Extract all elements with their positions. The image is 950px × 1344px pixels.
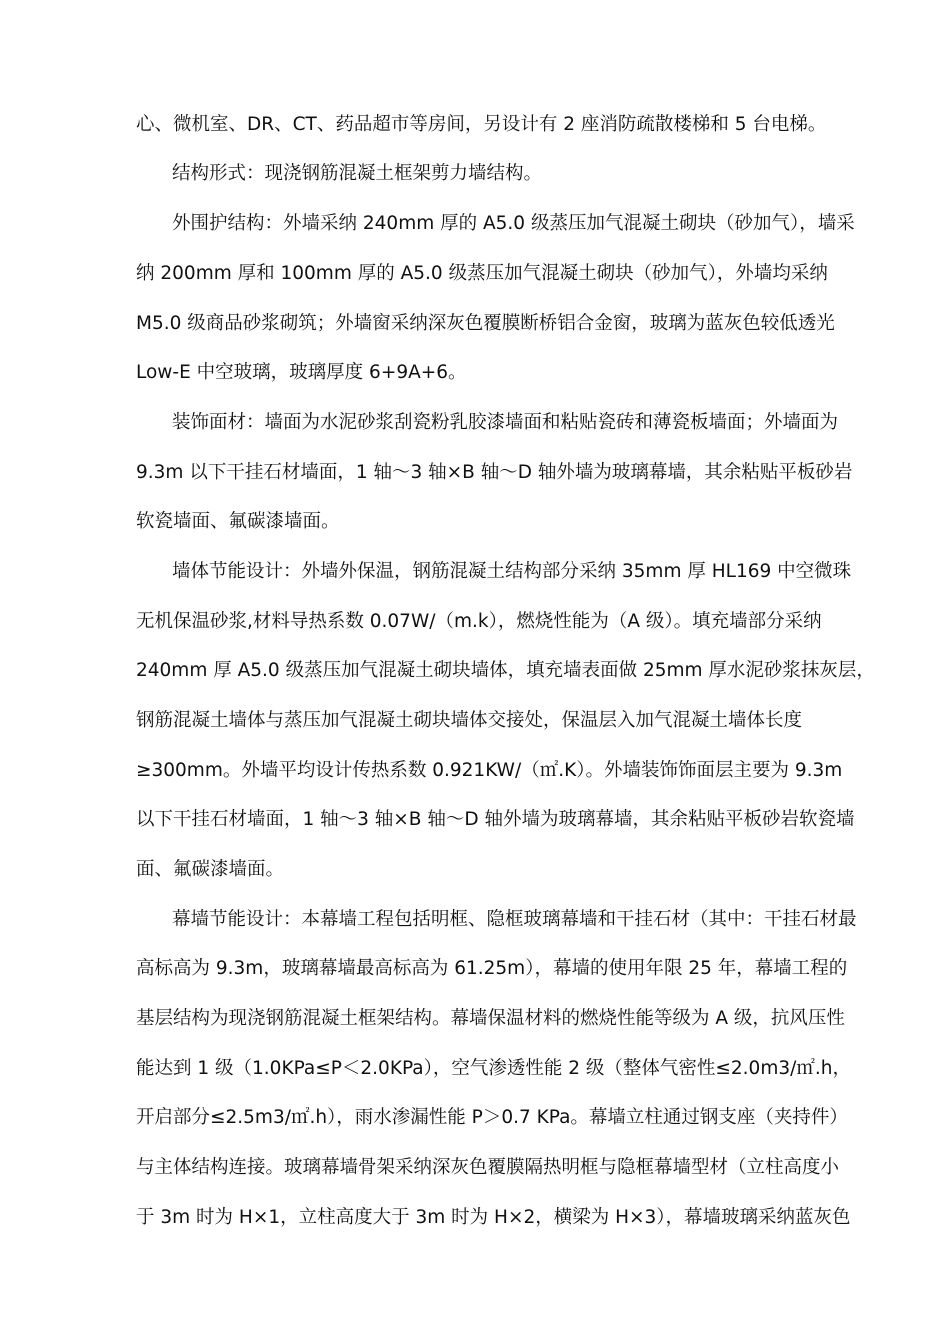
- text-line: ≥300mm。外墙平均设计传热系数 0.921KW/（㎡.K）。外墙装饰饰面层主要为 9.3m: [136, 760, 843, 781]
- text-line: 幕墙节能设计：本幕墙工程包括明框、隐框玻璃幕墙和干挂石材（其中：干挂石材最: [172, 909, 857, 930]
- text-line: 结构形式：现浇钢筋混凝土框架剪力墙结构。: [172, 163, 543, 184]
- text-line: 开启部分≤2.5m3/㎡.h），雨水渗漏性能 P＞0.7 KPa。幕墙立柱通过钢支座（夹持件）: [136, 1107, 848, 1128]
- text-line: 外围护结构：外墙采纳 240mm 厚的 A5.0 级蒸压加气混凝土砌块（砂加气），墙采: [172, 213, 855, 234]
- text-line: 心、微机室、DR、CT、药品超市等房间，另设计有 2 座消防疏散楼梯和 5 台电梯。: [136, 114, 827, 135]
- text-line: M5.0 级商品砂浆砌筑；外墙窗采纳深灰色覆膜断桥铝合金窗，玻璃为蓝灰色较低透光: [136, 313, 835, 334]
- text-line: 软瓷墙面、氟碳漆墙面。: [136, 511, 340, 532]
- text-line: 与主体结构连接。玻璃幕墙骨架采纳深灰色覆膜隔热明框与隐框幕墙型材（立柱高度小: [136, 1157, 840, 1178]
- text-line: 墙体节能设计：外墙外保温，钢筋混凝土结构部分采纳 35mm 厚 HL169 中空微珠: [172, 561, 852, 582]
- text-line: 9.3m 以下干挂石材墙面，1 轴～3 轴×B 轴～D 轴外墙为玻璃幕墙，其余粘贴平板砂岩: [136, 462, 853, 483]
- text-line: 纳 200mm 厚和 100mm 厚的 A5.0 级蒸压加气混凝土砌块（砂加气），外墙均采纳: [136, 263, 828, 284]
- text-line: 基层结构为现浇钢筋混凝土框架结构。幕墙保温材料的燃烧性能等级为 A 级，抗风压性: [136, 1008, 845, 1029]
- text-line: 于 3m 时为 H×1，立柱高度大于 3m 时为 H×2，横梁为 H×3），幕墙玻璃采纳蓝灰色: [136, 1207, 851, 1228]
- text-line: 高标高为 9.3m，玻璃幕墙最高标高为 61.25m），幕墙的使用年限 25 年，幕墙工程的: [136, 958, 848, 979]
- text-line: Low-E 中空玻璃，玻璃厚度 6+9A+6。: [136, 362, 467, 383]
- text-line: 面、氟碳漆墙面。: [136, 859, 285, 880]
- text-line: 240mm 厚 A5.0 级蒸压加气混凝土砌块墙体，填充墙表面做 25mm 厚水泥砂浆抹灰层，: [136, 660, 875, 681]
- text-line: 装饰面材：墙面为水泥砂浆刮瓷粉乳胶漆墙面和粘贴瓷砖和薄瓷板墙面；外墙面为: [172, 412, 839, 433]
- text-line: 以下干挂石材墙面，1 轴～3 轴×B 轴～D 轴外墙为玻璃幕墙，其余粘贴平板砂岩软瓷墙: [136, 809, 855, 830]
- text-line: 无机保温砂浆,材料导热系数 0.07W/（m.k），燃烧性能为（A 级）。填充墙部分采纳: [136, 611, 822, 632]
- text-line: 能达到 1 级（1.0KPa≤P＜2.0KPa），空气渗透性能 2 级（整体气密性≤2.0m3/㎡.h，: [136, 1058, 851, 1079]
- text-line: 钢筋混凝土墙体与蒸压加气混凝土砌块墙体交接处，保温层入加气混凝土墙体长度: [136, 710, 803, 731]
